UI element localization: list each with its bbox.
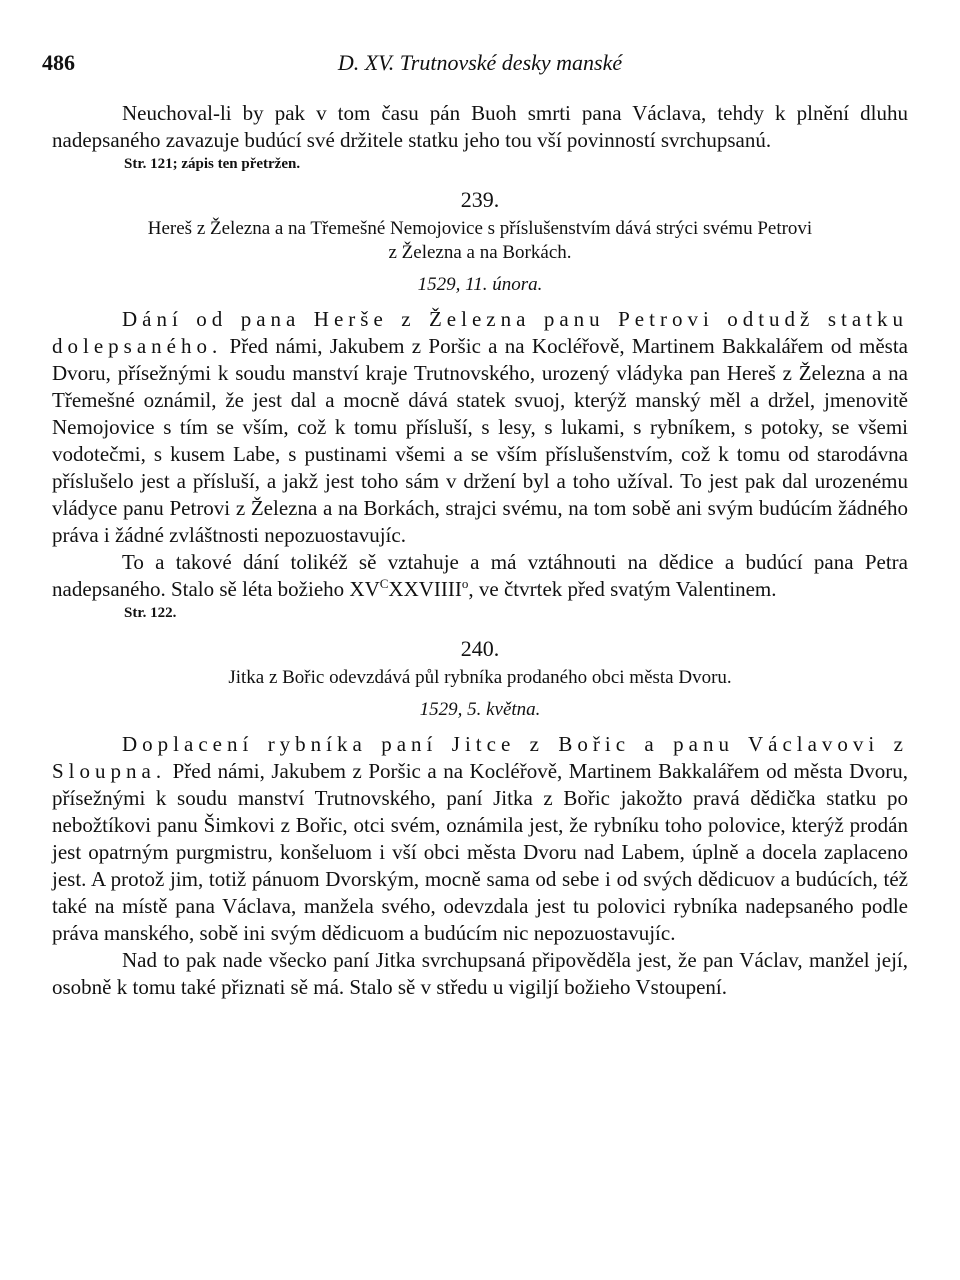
entry-number: 239. bbox=[460, 187, 500, 212]
running-title: D. XV. Trutnovské desky manské bbox=[337, 50, 623, 75]
entry-paragraph: Před námi, Jakubem z Poršic a na Kocléřově, Martinem Bakkalářem od města Dvoru, přísežnými k soudu manství Trutnovského, paní Jitka z Bořic jakožto pravá dědička statku po nebožtíkovi panu Šimkovi z Bořic, otci svém, oznámila jest, že rybníku toho polovice, kterýž prodán jest opatrným purgmistru, konšeluom i vší obci města Dvoru nad Labem, úplně a docela zaplaceno jest. A protož jim, totiž pánuom Dvorským, mocně sama od sebe i od svých dědicuov a budúcích, též také na místě pana Václava, manžela svého, odevzdala jest tu polovici rybníka nadepsaného podle práva manského, sobě ini svým dědicuom a budúcím nic nepozuostavujíc. bbox=[52, 759, 908, 945]
entry-text bbox=[52, 731, 908, 947]
entry-paragraph: Před námi, Jakubem z Poršic a na Kocléřově, Martinem Bakkalářem od města Dvoru, přísežnými k soudu manství kraje Trutnovského, urozený vládyka pan Hereš z Železna a na Třemešné oznámil, že jest dal a mocně dává statek svuoj, kterýž manský měl a držel, jmenovitě Nemojovice s tím se vším, což k tomu přísluší, s lesy, s lukami, s rybníkem, s potoky, se všemi vodotečmi, s kusem Labe, s pustinami všemi a se vším příslušenstvím, což k tomu od starodávna příslušelo jest a přísluší, a jakž jest toho sám v držení byl a toho užíval. To jest pak dal urozenému vládyce panu Petrovi z Železna a na Borkách, strajci svému, na tom sobě ani svým budúcím žádného práva i žádné zvláštnosti nepozuostavujíc. bbox=[52, 334, 909, 547]
summary-line: Hereš z Železna a na Třemešné Nemojovice s příslušenstvím dává strýci svému Petrovi bbox=[147, 218, 813, 239]
entry-paragraph bbox=[52, 549, 908, 603]
entry-lead: Dání od pana Herše z Železna panu Petrovi odtudž statku dolepsaného. bbox=[52, 307, 908, 358]
superscript: o bbox=[461, 576, 469, 591]
page-note: Str. 121; zápis ten přetržen. bbox=[124, 156, 301, 172]
text-run: To a takové dání tolikéž sě vztahuje a má vztáhnouti na dědice a budúcí pana Petra nadepsaného. Stalo sě léta božieho XV bbox=[52, 550, 908, 601]
text-run: , ve čtvrtek před svatým Valentinem. bbox=[468, 577, 777, 601]
entry-number: 240. bbox=[460, 636, 500, 661]
page-header bbox=[42, 50, 918, 80]
page-note: Str. 122. bbox=[124, 605, 177, 621]
document-body bbox=[52, 100, 908, 1001]
superscript: C bbox=[379, 576, 389, 591]
entry-summary bbox=[52, 217, 908, 265]
entry-text bbox=[52, 306, 908, 549]
text-run: XXVIIII bbox=[388, 577, 462, 601]
summary-line: z Železna a na Borkách. bbox=[388, 242, 572, 263]
entry-lead: Doplacení rybníka paní Jitce z Bořic a panu Václavovi z Sloupna. bbox=[52, 732, 908, 783]
entry-date: 1529, 11. února. bbox=[417, 274, 543, 295]
page-number: 486 bbox=[42, 50, 75, 75]
entry-date: 1529, 5. května. bbox=[419, 699, 541, 720]
entry-paragraph: Nad to pak nade všecko paní Jitka svrchupsaná připověděla jest, že pan Václav, manžel její, osobně k tomu také přiznati sě má. Stalo sě v středu u vigiljí božieho Vstoupení. bbox=[52, 948, 908, 999]
entry-summary: Jitka z Bořic odevzdává půl rybníka prodaného obci města Dvoru. bbox=[228, 667, 732, 688]
intro-paragraph: Neuchoval-li by pak v tom času pán Buoh smrti pana Václava, tehdy k plnění dluhu nadepsaného zavazuje budúcí své držitele statku jeho tou vší povinností svrchupsanú. bbox=[52, 101, 908, 152]
